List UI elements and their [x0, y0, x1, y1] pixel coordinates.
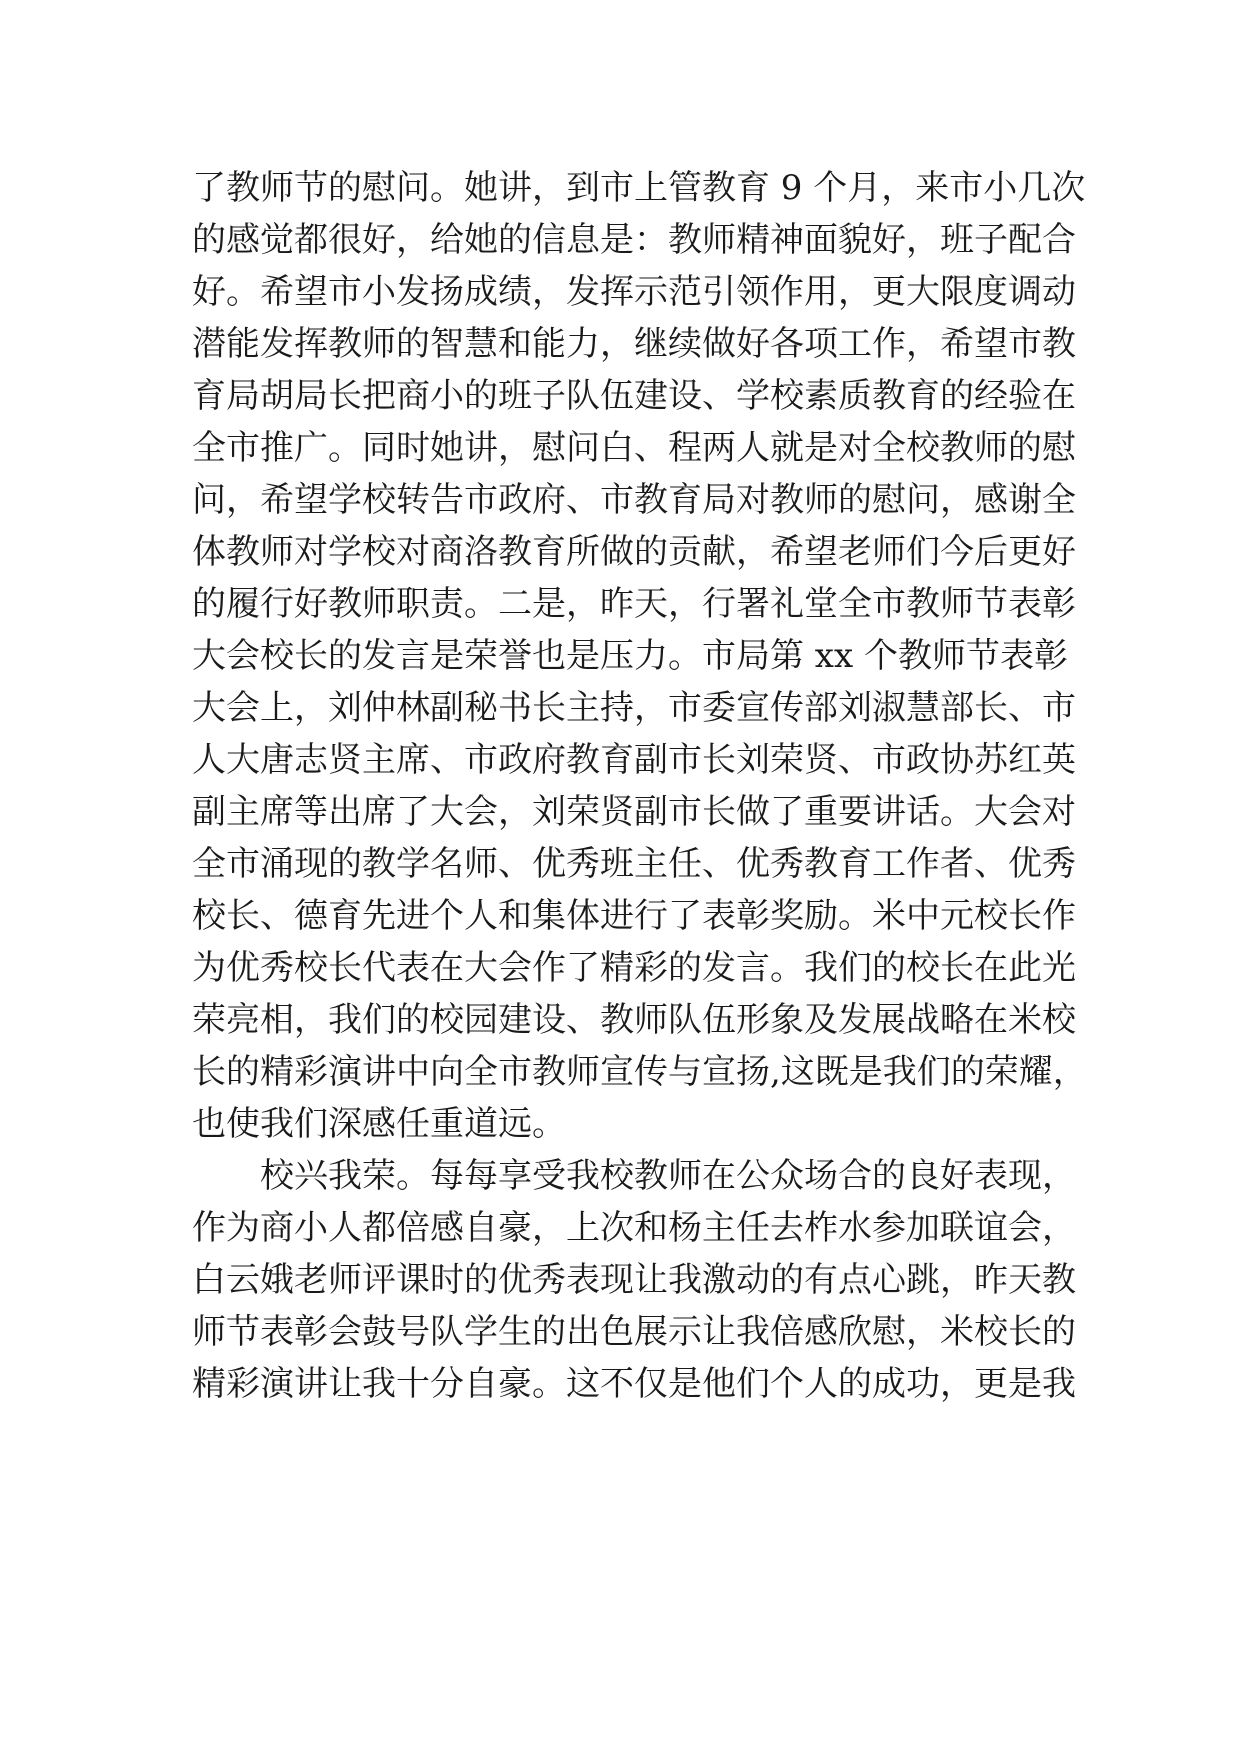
text-line: 校兴我荣。每每享受我校教师在公众场合的良好表现， — [260, 1156, 1076, 1196]
paragraph-2 — [192, 1150, 1076, 1410]
paragraph-1 — [192, 162, 1087, 1150]
text-line: 大会上，刘仲林副秘书长主持，市委宣传部刘淑慧部长、市 — [192, 688, 1076, 728]
text-line: 人大唐志贤主席、市政府教育副市长刘荣贤、市政协苏红英 — [192, 740, 1076, 780]
text-line: 师节表彰会鼓号队学生的出色展示让我倍感欣慰，米校长的 — [192, 1312, 1076, 1352]
text-line: 为优秀校长代表在大会作了精彩的发言。我们的校长在此光 — [192, 948, 1076, 988]
text-line: 副主席等出席了大会，刘荣贤副市长做了重要讲话。大会对 — [192, 792, 1076, 832]
text-line: 育局胡局长把商小的班子队伍建设、学校素质教育的经验在 — [192, 376, 1076, 416]
text-line: 荣亮相，我们的校园建设、教师队伍形象及发展战略在米校 — [192, 1000, 1076, 1040]
text-line: 了教师节的慰问。她讲，到市上管教育 9 个月，来市小几次 — [192, 168, 1086, 208]
text-line: 好。希望市小发扬成绩，发挥示范引领作用，更大限度调动 — [192, 272, 1076, 312]
text-line: 作为商小人都倍感自豪，上次和杨主任去柞水参加联谊会， — [192, 1208, 1076, 1248]
text-line: 的感觉都很好，给她的信息是：教师精神面貌好，班子配合 — [192, 220, 1076, 260]
text-line: 精彩演讲让我十分自豪。这不仅是他们个人的成功，更是我 — [192, 1364, 1076, 1404]
text-line: 的履行好教师职责。二是，昨天，行署礼堂全市教师节表彰 — [192, 584, 1076, 624]
text-line: 大会校长的发言是荣誉也是压力。市局第 xx 个教师节表彰 — [192, 636, 1068, 676]
text-line: 潜能发挥教师的智慧和能力，继续做好各项工作，希望市教 — [192, 324, 1076, 364]
text-line: 体教师对学校对商洛教育所做的贡献，希望老师们今后更好 — [192, 532, 1076, 572]
body-text — [192, 162, 1087, 1410]
text-line: 校长、德育先进个人和集体进行了表彰奖励。米中元校长作 — [192, 896, 1076, 936]
text-line: 问，希望学校转告市政府、市教育局对教师的慰问，感谢全 — [192, 480, 1076, 520]
text-line: 全市涌现的教学名师、优秀班主任、优秀教育工作者、优秀 — [192, 844, 1076, 884]
text-line: 长的精彩演讲中向全市教师宣传与宣扬,这既是我们的荣耀， — [192, 1052, 1087, 1092]
text-line: 也使我们深感任重道远。 — [192, 1104, 566, 1144]
text-line: 白云娥老师评课时的优秀表现让我激动的有点心跳，昨天教 — [192, 1260, 1076, 1300]
text-line: 全市推广。同时她讲，慰问白、程两人就是对全校教师的慰 — [192, 428, 1076, 468]
